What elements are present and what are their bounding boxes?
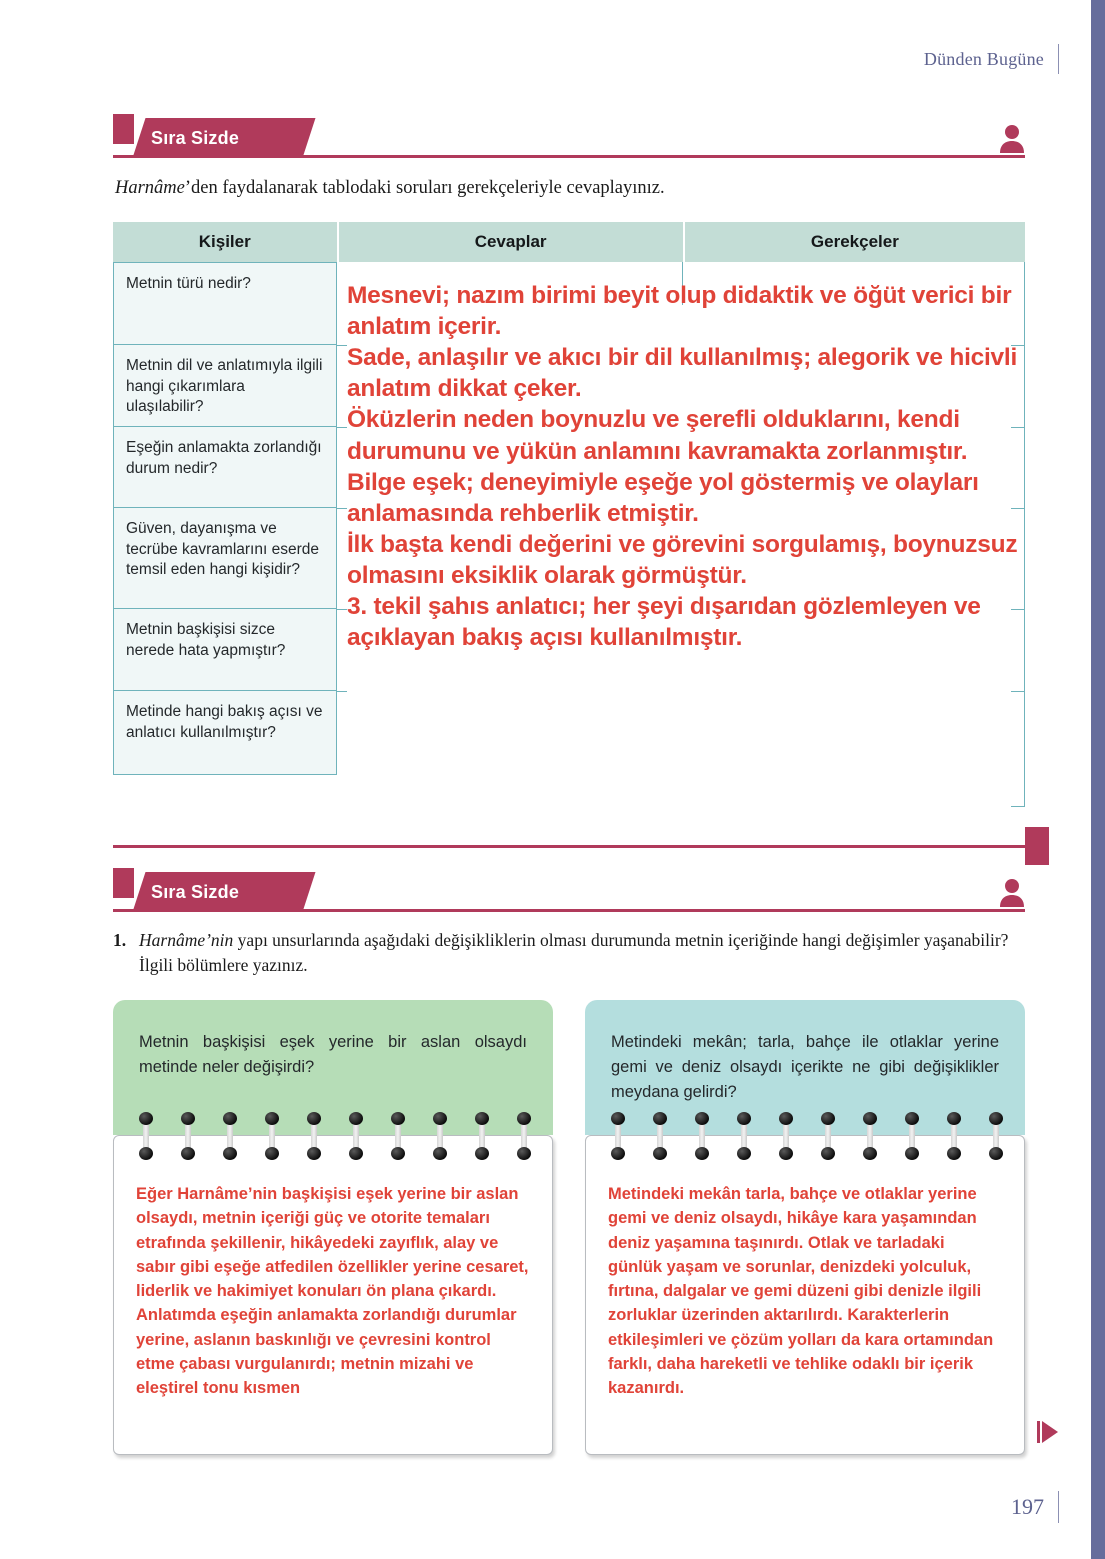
row-divider-stub-left: [337, 345, 347, 346]
next-arrow-triangle: [1042, 1421, 1058, 1443]
sira-sizde-banner-2: [113, 868, 1025, 912]
answers-table: [113, 222, 1025, 807]
question-text: Metnin türü nedir?: [126, 275, 251, 292]
next-arrow-bar: [1037, 1421, 1040, 1443]
next-page-arrow-icon[interactable]: [1037, 1419, 1059, 1445]
answer-text: Bilge eşek; deneyimiyle eşeğe yol göstermiş ve olayları anlamasında rehberlik etmiştir.: [347, 468, 979, 527]
row-divider-stub: [1011, 806, 1025, 807]
question-number: 1.: [113, 930, 127, 950]
banner-tab-square: [113, 114, 134, 144]
person-icon: [999, 878, 1025, 908]
banner-tab-square: [113, 868, 134, 898]
running-head: [924, 44, 1059, 74]
answer-text: 3. tekil şahıs anlatıcı; her şeyi dışarıdan gözlemleyen ve açıklayan bakış açısı kullanılmıştır.: [347, 593, 981, 652]
notebook-card-right: [585, 1000, 1025, 1455]
table-header-gerekceler: Gerekçeler: [810, 232, 899, 251]
question-rest: yapı unsurlarında aşağıdaki değişikliklerin olması durumunda metnin içeriğinde hangi değişimler yaşanabilir? İlgili bölümlere yazınız.: [139, 930, 1009, 976]
running-head-rule: [1058, 44, 1059, 74]
person-icon: [999, 124, 1025, 154]
card-response-text: Metindeki mekân tarla, bahçe ve otlaklar yerine gemi ve deniz olsaydı, hikâye kara yaşamından deniz yaşamına taşınırdı. Otlak ve tarladaki günlük yaşam ve sorunlar, denizdeki yolculuk, fırtına, dalgalar ve gemi düzeni gibi denizle ilgili zorluklar üzerinden aktarılırdı. Karakterlerin etkileşimleri ve çözüm yolları da kara ortamından farklı, daha hareketli ve tehlike odaklı bir içerik kazanırdı.: [608, 1185, 994, 1397]
page-number: [1011, 1491, 1059, 1523]
running-head-text: Dünden Bugüne: [923, 48, 1044, 69]
intro-italic-term: Harnâme: [115, 178, 185, 198]
row-divider-stub-left: [337, 427, 347, 428]
banner-rule: [113, 909, 1025, 912]
row-divider-stub-left: [337, 691, 347, 692]
table-row: [113, 427, 337, 508]
intro-sentence: [115, 178, 1015, 199]
answer-text: Sade, anlaşılır ve akıcı bir dil kullanılmış; alegorik ve hicivli anlatım dikkat çeker.: [347, 344, 1018, 403]
intro-rest: ’den faydalanarak tablodaki soruları gerekçeleriyle cevaplayınız.: [184, 178, 665, 198]
answer-text: İlk başta kendi değerini ve görevini sorgulamış, boynuzsuz olmasını eksiklik olarak görmüştür.: [347, 530, 1018, 589]
table-row: [113, 691, 337, 775]
table-header-kisiler: Kişiler: [113, 222, 339, 262]
card-prompt-text: Metindeki mekân; tarla, bahçe ile otlaklar yerine gemi ve deniz olsaydı içerikte ne gibi değişiklikler meydana gelirdi?: [611, 1033, 999, 1102]
table-row: [113, 345, 337, 427]
answer-text: Mesnevi; nazım birimi beyit olup didaktik ve öğüt verici bir anlatım içerir.: [347, 282, 1012, 341]
table-row: [113, 262, 337, 345]
sira-sizde-banner-1: [113, 114, 1025, 158]
row-divider-stub-left: [337, 609, 347, 610]
card-response-text: Eğer Harnâme’nin başkişisi eşek yerine bir aslan olsaydı, metnin içeriği güç ve otorite temaları etrafında şekillenir, hikâyedeki zayıflık, alay ve sabır gibi eşeğe atfedilen özellikler yerine cesaret, liderlik ve hakimiyet konuları ön plana çıkardı. Anlatımda eşeğin anlamakta zorlandığı durumlar yerine, aslanın baskınlığı ve çevresini kontrol etme çabası vurgulanırdı; metnin mizahi ve eleştirel tonu kısmen: [136, 1185, 529, 1397]
question-body: [139, 928, 1025, 979]
card-response-sheet[interactable]: [113, 1135, 553, 1455]
questions-column: [113, 262, 337, 775]
question-text: Metnin başkişisi sizce nerede hata yapmıştır?: [126, 621, 286, 659]
card-response-sheet[interactable]: [585, 1135, 1025, 1455]
card-prompt-header: [113, 1000, 553, 1135]
row-divider-stub: [1011, 691, 1025, 692]
handwritten-answers: [347, 280, 1019, 653]
section-divider: [113, 845, 1025, 848]
table-right-border: [1024, 262, 1025, 807]
notebook-card-left: [113, 1000, 553, 1455]
page-edge-bar: [1091, 0, 1105, 1559]
page-number-text: 197: [1011, 1494, 1044, 1519]
card-prompt-header: [585, 1000, 1025, 1135]
table-row: [113, 609, 337, 691]
question-text: Güven, dayanışma ve tecrübe kavramlarını eserde temsil eden hangi kişidir?: [126, 520, 319, 579]
table-header-row: [113, 222, 1025, 262]
question-italic-term: Harnâme’nin: [139, 930, 234, 950]
row-divider-stub-left: [337, 508, 347, 509]
page-number-rule: [1058, 1491, 1059, 1523]
banner-rule: [113, 155, 1025, 158]
answers-column: [337, 262, 1025, 807]
question-text: Eşeğin anlamakta zorlandığı durum nedir?: [126, 439, 322, 477]
table-body: [113, 262, 1025, 807]
question-text: Metinde hangi bakış açısı ve anlatıcı kullanılmıştır?: [126, 703, 323, 741]
banner-label: Sıra Sizde: [151, 127, 240, 148]
table-row: [113, 508, 337, 609]
numbered-instruction: [113, 928, 1025, 979]
banner-label: Sıra Sizde: [151, 881, 240, 902]
card-prompt-text: Metnin başkişisi eşek yerine bir aslan olsaydı metinde neler değişirdi?: [139, 1033, 527, 1077]
question-text: Metnin dil ve anlatımıyla ilgili hangi çıkarımlara ulaşılabilir?: [126, 357, 323, 416]
answer-text: Öküzlerin neden boynuzlu ve şerefli olduklarını, kendi durumunu ve yükün anlamını kavramakta zorlanmıştır.: [347, 406, 968, 465]
table-header-cevaplar: Cevaplar: [339, 222, 685, 262]
section-divider-end-block: [1025, 827, 1049, 865]
